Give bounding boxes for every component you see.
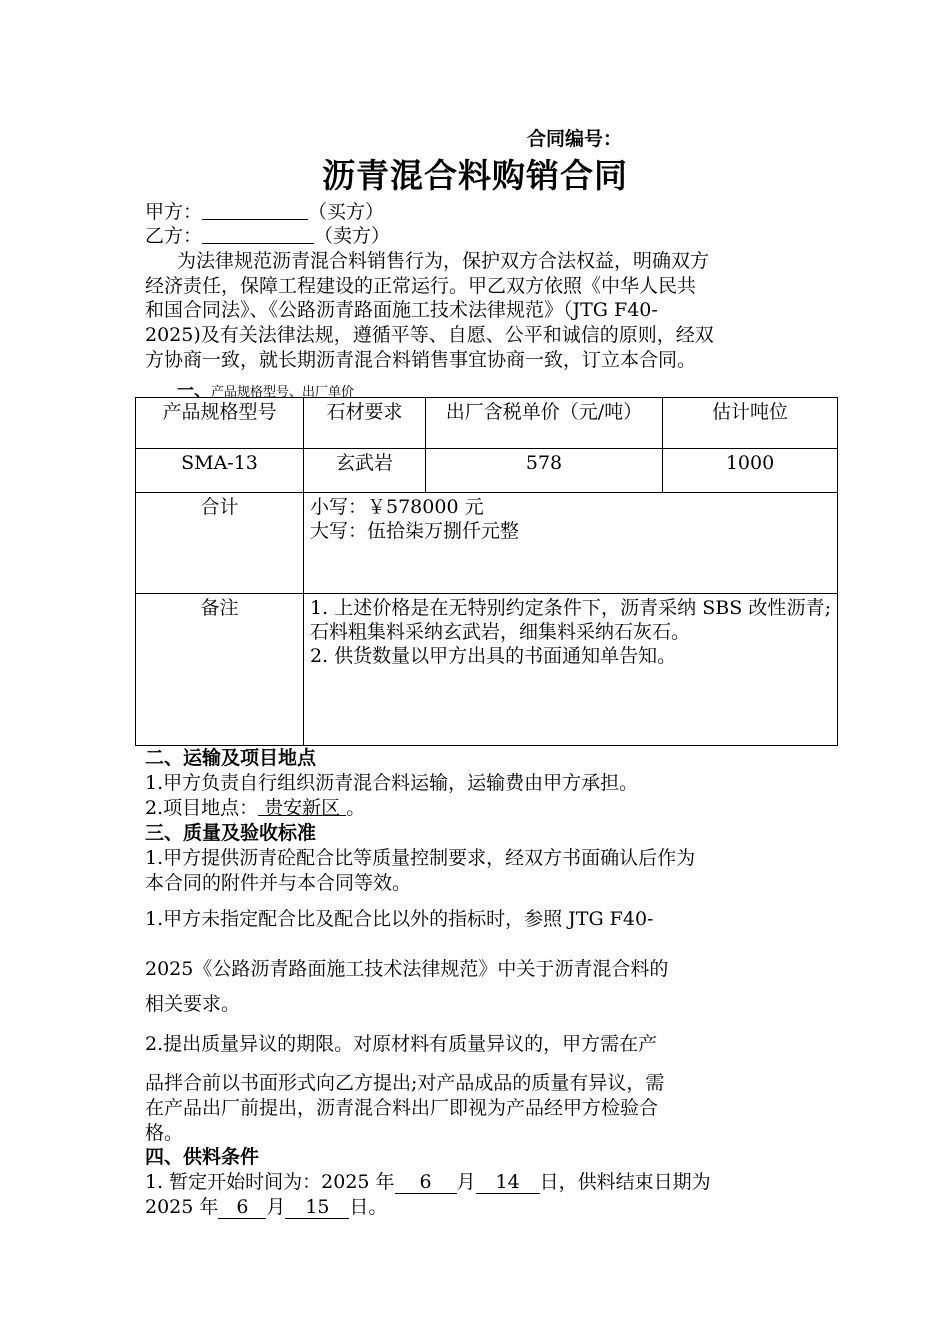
contract-number-label: 合同编号：	[527, 128, 623, 150]
remark-item-2: 2. 供货数量以甲方出具的书面通知单告知。	[310, 645, 677, 667]
total-label: 合计	[136, 493, 304, 594]
section-3-item-3-line-1: 2.提出质量异议的期限。对原材料有质量异议的，甲方需在产	[145, 1033, 658, 1055]
total-big: 大写：伍拾柒万捌仟元整	[310, 520, 520, 542]
party-b-line	[145, 224, 815, 248]
party-a-role: （买方）	[308, 201, 385, 223]
start-day: 14	[476, 1171, 540, 1194]
remark-cell	[304, 594, 838, 746]
total-cell	[304, 493, 838, 594]
cell-tonnage: 1000	[663, 449, 838, 493]
section-4-title: 四、供料条件	[145, 1146, 260, 1168]
section-3-item-1-line-1: 1.甲方提供沥青砼配合比等质量控制要求，经双方书面确认后作为	[145, 847, 696, 869]
header-price: 出厂含税单价（元/吨）	[426, 398, 663, 449]
end-date-prefix: 2025 年	[145, 1196, 219, 1218]
party-a-blank	[202, 201, 308, 220]
header-stone: 石材要求	[304, 398, 426, 449]
section-3-item-3-line-2: 品拌合前以书面形式向乙方提出;对产品成品的质量有异议，需	[145, 1072, 665, 1094]
section-2-item-1: 1.甲方负责自行组织沥青混合料运输，运输费由甲方承担。	[145, 772, 639, 794]
section-4-line-2	[145, 1195, 815, 1219]
table-row	[136, 449, 838, 493]
section-3-item-2-line-3: 相关要求。	[145, 993, 241, 1015]
cell-spec: SMA-13	[136, 449, 304, 493]
product-spec-table	[135, 397, 838, 746]
start-month-suffix: 月	[456, 1171, 476, 1193]
project-location-end: 。	[346, 797, 366, 819]
party-a-line	[145, 200, 815, 224]
document-title: 沥青混合料购销合同	[322, 156, 628, 195]
section-1-title: 产品规格型号、出厂单价	[211, 385, 355, 400]
total-small: 小写：￥578000 元	[310, 496, 484, 518]
remark-row	[136, 594, 838, 746]
intro-line-4: 2025)及有关法律法规，遵循平等、自愿、公平和诚信的原则，经双	[145, 324, 714, 346]
start-month: 6	[395, 1171, 457, 1194]
project-location-label: 2.项目地点：	[145, 797, 259, 819]
end-day: 15	[285, 1196, 349, 1219]
section-2-title: 二、运输及项目地点	[145, 747, 317, 769]
header-spec: 产品规格型号	[136, 398, 304, 449]
section-3-item-2-line-1: 1.甲方未指定配合比及配合比以外的指标时，参照 JTG F40-	[145, 908, 654, 930]
end-date-suffix: 日。	[349, 1196, 388, 1218]
party-a-label: 甲方：	[145, 201, 203, 223]
section-2-item-2	[145, 796, 815, 820]
total-row	[136, 493, 838, 594]
remark-label: 备注	[136, 594, 304, 746]
cell-stone: 玄武岩	[304, 449, 426, 493]
section-3-item-3-line-4: 格。	[145, 1122, 184, 1144]
remark-item-1: 1. 上述价格是在无特别约定条件下，沥青采纳 SBS 改性沥青;石料粗集料采纳玄武岩，细集料采纳石灰石。	[310, 597, 831, 643]
intro-line-1: 为法律规范沥青混合料销售行为，保护双方合法权益，明确双方	[177, 250, 710, 272]
section-3-title: 三、质量及验收标准	[145, 822, 317, 844]
start-date-prefix: 1. 暂定开始时间为：2025 年	[145, 1171, 395, 1193]
party-b-label: 乙方：	[145, 225, 203, 247]
intro-line-3: 和国合同法》、《公路沥青路面施工技术法律规范》（JTG F40-	[145, 299, 658, 321]
section-3-item-1-line-2: 本合同的附件并与本合同等效。	[145, 872, 412, 894]
party-b-blank	[202, 225, 314, 244]
party-b-role: （卖方）	[314, 225, 391, 247]
header-tonnage: 估计吨位	[663, 398, 838, 449]
intro-line-5: 方协商一致，就长期沥青混合料销售事宜协商一致，订立本合同。	[145, 349, 697, 371]
project-location-value: 贵安新区	[258, 797, 347, 819]
section-4-line-1	[145, 1170, 815, 1194]
section-3-item-2-line-2: 2025《公路沥青路面施工技术法律规范》中关于沥青混合料的	[145, 958, 669, 980]
end-month: 6	[218, 1196, 266, 1219]
section-1-number: 一、	[177, 381, 211, 401]
section-3-item-3-line-3: 在产品出厂前提出，沥青混合料出厂即视为产品经甲方检验合	[145, 1097, 659, 1119]
end-date-intro: 日，供料结束日期为	[539, 1171, 711, 1193]
end-month-suffix: 月	[266, 1196, 286, 1218]
intro-line-2: 经济责任，保障工程建设的正常运行。甲乙双方依照《中华人民共	[145, 275, 697, 297]
table-header-row	[136, 398, 838, 449]
cell-price: 578	[426, 449, 663, 493]
